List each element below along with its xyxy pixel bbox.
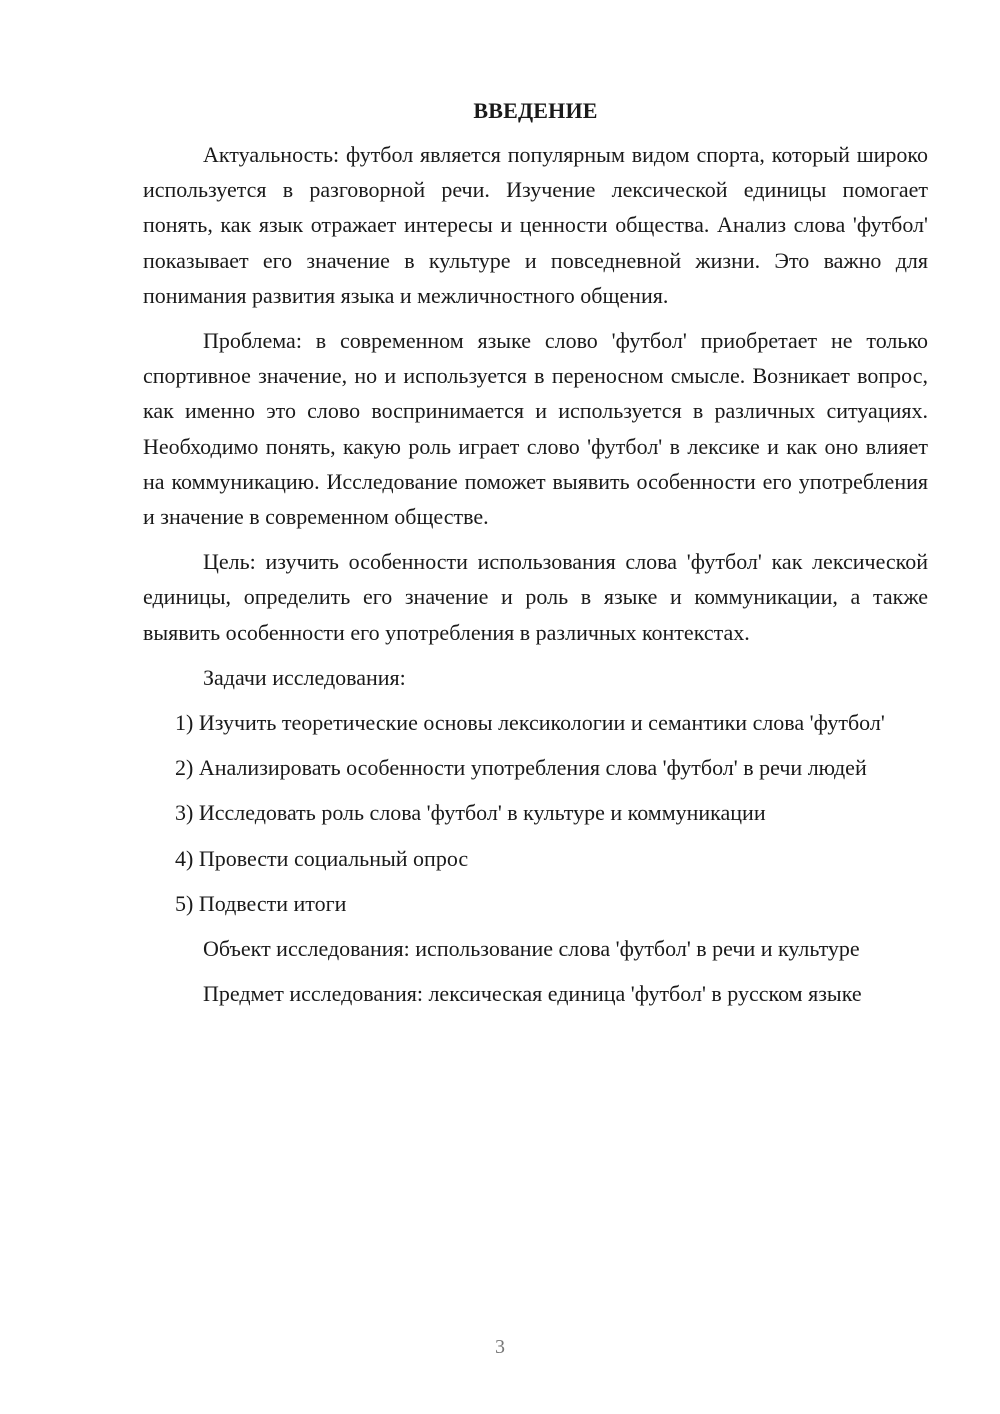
task-item-3: 3) Исследовать роль слова 'футбол' в культуре и коммуникации <box>175 800 766 826</box>
task-item-2: 2) Анализировать особенности употребления слова 'футбол' в речи людей <box>175 755 867 781</box>
task-item-5: 5) Подвести итоги <box>175 890 347 916</box>
document-page <box>143 95 928 1021</box>
paragraph-subject: Предмет исследования: лексическая единица 'футбол' в русском языке <box>203 981 862 1007</box>
paragraph-goal: Цель: изучить особенности использования слова 'футбол' как лексической единицы, определить его значение и роль в языке и коммуникации, а также выявить особенности его употребления в различных контекстах. <box>143 549 928 645</box>
task-item-1: 1) Изучить теоретические основы лексикологии и семантики слова 'футбол' <box>175 710 885 736</box>
page-number: 3 <box>495 1336 505 1358</box>
paragraph-problem: Проблема: в современном языке слово 'футбол' приобретает не только спортивное значение, но и используется в переносном смысле. Возникает вопрос, как именно это слово воспринимается и используется в различных ситуациях. Необходимо понять, какую роль играет слово 'футбол' в лексике и как оно влияет на коммуникацию. Исследование поможет выявить особенности его употребления и значение в современном обществе. <box>143 328 928 530</box>
page-title: ВВЕДЕНИЕ <box>473 98 598 123</box>
task-item-4: 4) Провести социальный опрос <box>175 845 469 871</box>
paragraph-relevance: Актуальность: футбол является популярным видом спорта, который широко используется в разговорной речи. Изучение лексической единицы помогает понять, как язык отражает интересы и ценности общества. Анализ слова 'футбол' показывает его значение в культуре и повседневной жизни. Это важно для понимания развития языка и межличностного общения. <box>143 142 928 308</box>
paragraph-object: Объект исследования: использование слова 'футбол' в речи и культуре <box>203 936 860 962</box>
tasks-heading: Задачи исследования: <box>203 664 406 690</box>
